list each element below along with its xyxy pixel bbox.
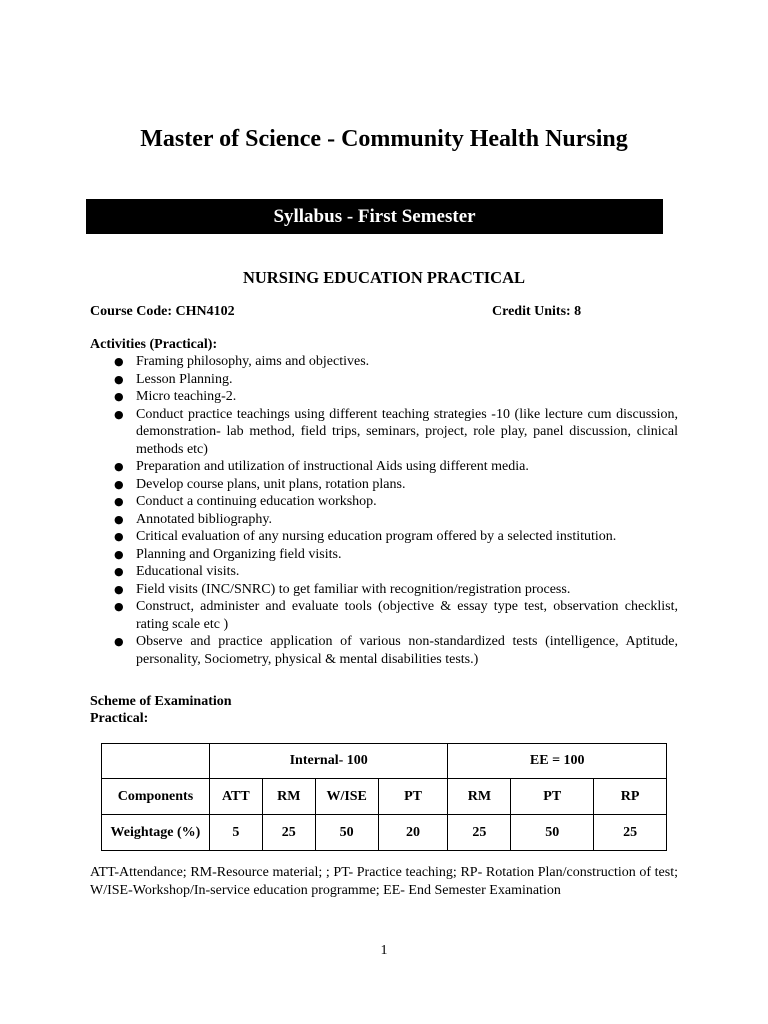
list-item-text: Critical evaluation of any nursing education program offered by a selected institution.	[136, 529, 617, 544]
table-row	[102, 815, 667, 851]
list-item-text: Planning and Organizing field visits.	[136, 546, 342, 562]
table-cell: 25	[594, 815, 667, 851]
list-item	[114, 563, 678, 581]
bullet-icon: ●	[114, 635, 124, 648]
bullet-icon: ●	[114, 390, 124, 403]
bullet-icon: ●	[114, 512, 124, 526]
table-header-internal: Internal- 100	[209, 744, 448, 779]
table-cell: 50	[315, 815, 378, 851]
list-item-text: Educational visits.	[136, 564, 240, 579]
activities-list	[0, 353, 768, 668]
list-item	[114, 598, 678, 633]
bullet-icon: ●	[114, 355, 124, 368]
table-cell-empty	[102, 744, 210, 779]
table-cell: 5	[209, 815, 262, 851]
abbreviation-legend: ATT-Attendance; RM-Resource material; ; PT- Practice teaching; RP- Rotation Plan/construction of test; W/ISE-Workshop/In-service education programme; EE- End Semester Examination	[90, 865, 678, 898]
list-item-text: Field visits (INC/SNRC) to get familiar with recognition/registration process.	[136, 581, 571, 597]
semester-banner: Syllabus - First Semester	[86, 199, 663, 234]
list-item	[114, 458, 678, 476]
table-column-header: W/ISE	[315, 779, 378, 815]
list-item	[114, 371, 678, 389]
list-item-text: Observe and practice application of various non-standardized tests (intelligence, Aptitude, personality, Sociometry, physical & mental disabilities tests.)	[136, 634, 678, 667]
table-cell: 25	[262, 815, 315, 851]
list-item	[114, 581, 678, 599]
table-row-label: Weightage (%)	[102, 815, 210, 851]
list-item	[114, 546, 678, 564]
page-title: Master of Science - Community Health Nursing	[140, 126, 628, 152]
table-row	[102, 744, 667, 779]
table-cell: 20	[378, 815, 448, 851]
table-column-header: PT	[511, 779, 594, 815]
list-item	[114, 493, 678, 511]
table-cell: 25	[448, 815, 511, 851]
list-item-text: Lesson Planning.	[136, 371, 233, 387]
bullet-icon: ●	[114, 600, 124, 613]
list-item-text: Conduct a continuing education workshop.	[136, 494, 377, 509]
bullet-icon: ●	[114, 477, 124, 491]
list-item	[114, 633, 678, 668]
practical-heading: Practical:	[90, 711, 149, 726]
list-item-text: Construct, administer and evaluate tools (objective & essay type test, observation checklist, rating scale etc )	[136, 599, 678, 632]
table-column-header: RP	[594, 779, 667, 815]
table-row	[102, 779, 667, 815]
table-column-header: PT	[378, 779, 448, 815]
credit-units: Credit Units: 8	[492, 304, 582, 319]
bullet-icon: ●	[114, 495, 124, 508]
bullet-icon: ●	[114, 407, 124, 421]
bullet-icon: ●	[114, 530, 124, 543]
table-row-label: Components	[102, 779, 210, 815]
list-item	[114, 476, 678, 494]
activities-heading: Activities (Practical):	[90, 337, 218, 352]
list-item-text: Framing philosophy, aims and objectives.	[136, 354, 370, 369]
course-code: Course Code: CHN4102	[90, 304, 235, 319]
list-item	[114, 388, 678, 406]
course-title: NURSING EDUCATION PRACTICAL	[242, 268, 526, 287]
table-header-ee: EE = 100	[448, 744, 667, 779]
list-item-text: Conduct practice teachings using different teaching strategies -10 (like lecture cum discussion, demonstration- lab method, field trips, seminars, project, role play, panel discussion, clinical methods etc)	[136, 406, 678, 457]
list-item-text: Develop course plans, unit plans, rotation plans.	[136, 476, 406, 492]
list-item-text: Micro teaching-2.	[136, 389, 237, 404]
table-cell: 50	[511, 815, 594, 851]
bullet-icon: ●	[114, 582, 124, 596]
list-item	[114, 511, 678, 529]
exam-scheme-table	[101, 743, 667, 851]
bullet-icon: ●	[114, 460, 124, 473]
table-column-header: RM	[262, 779, 315, 815]
page-number: 1	[380, 943, 388, 958]
list-item	[114, 353, 678, 371]
bullet-icon: ●	[114, 547, 124, 561]
list-item	[114, 528, 678, 546]
scheme-heading: Scheme of Examination	[90, 694, 232, 709]
bullet-icon: ●	[114, 372, 124, 386]
bullet-icon: ●	[114, 565, 124, 578]
list-item-text: Preparation and utilization of instructional Aids using different media.	[136, 459, 529, 474]
table-column-header: RM	[448, 779, 511, 815]
list-item-text: Annotated bibliography.	[136, 511, 272, 527]
table-column-header: ATT	[209, 779, 262, 815]
list-item	[114, 406, 678, 459]
